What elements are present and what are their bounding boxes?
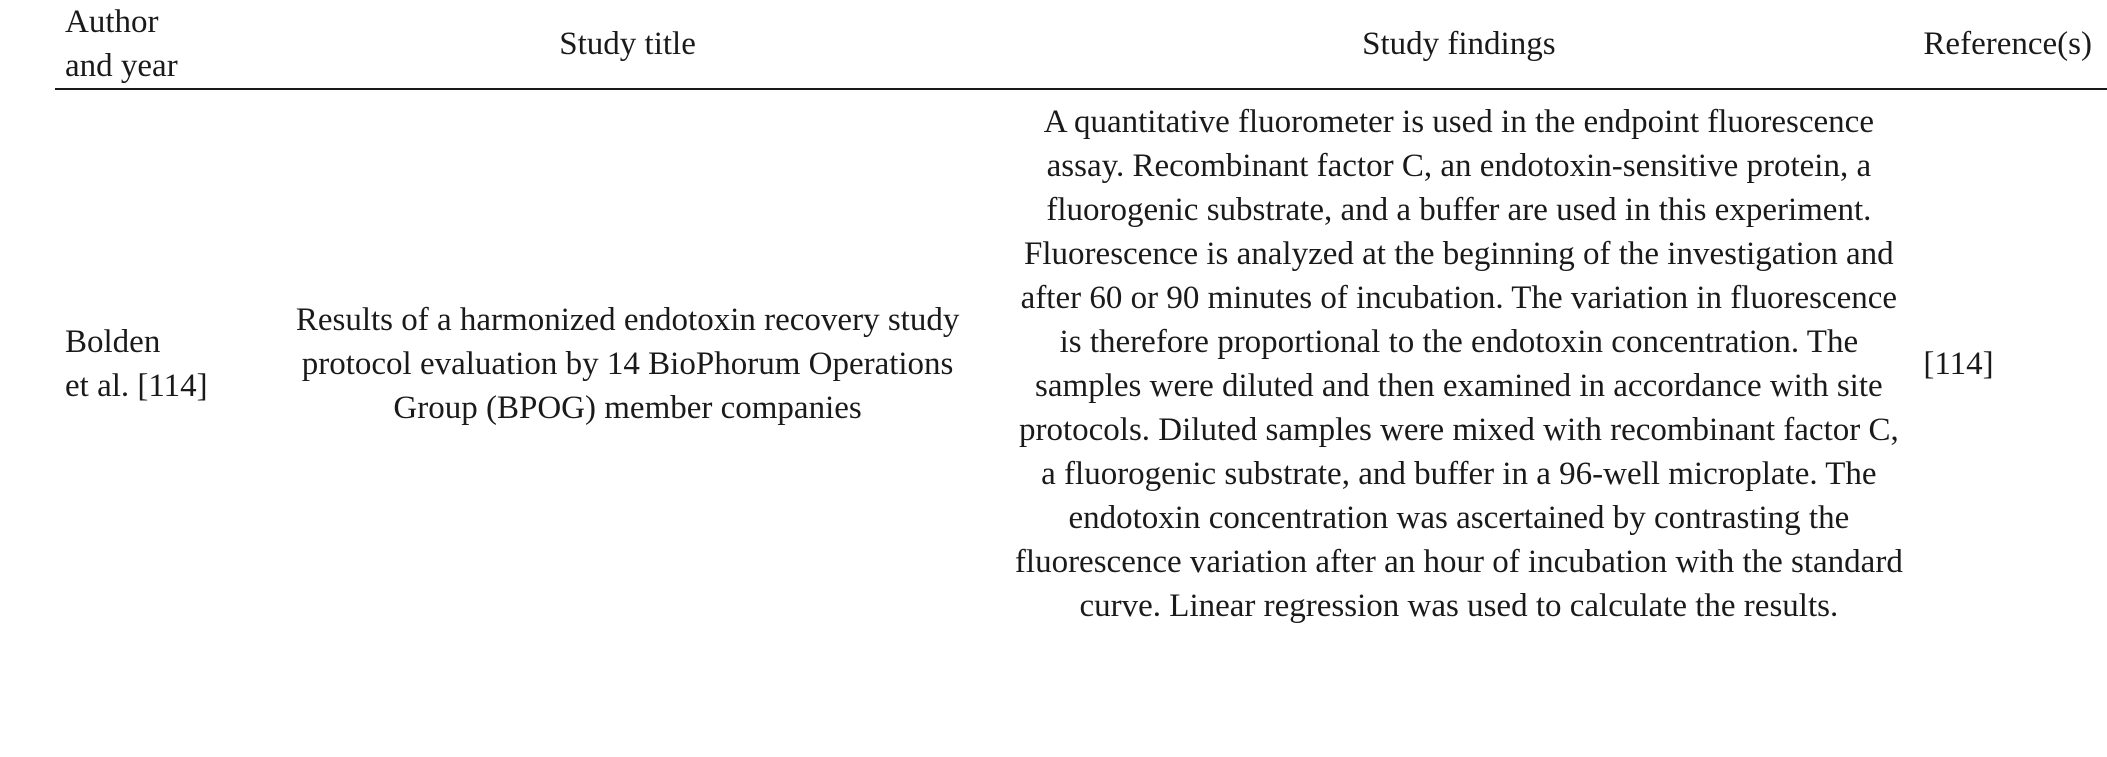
table-row	[55, 89, 2107, 628]
header-references: Reference(s)	[1913, 0, 2107, 89]
table-body	[55, 89, 2107, 628]
header-study-title: Study title	[251, 0, 1004, 89]
study-table	[55, 0, 2107, 628]
cell-study-title: Results of a harmonized endotoxin recovery study protocol evaluation by 14 BioPhorum Operations Group (BPOG) member companies	[295, 302, 960, 426]
cell-reference: [114]	[1923, 346, 1994, 382]
header-author-and-year: Author and year	[55, 0, 251, 89]
cell-study-findings: A quantitative fluorometer is used in the endpoint fluorescence assay. Recombinant factor C, an endotoxin-sensitive protein, a fluorogenic substrate, and a buffer are used in this experiment. Fluorescence is analyzed at the beginning of the investigation and after 60 or 90 minutes of incubation. The variation in fluorescence is therefore proportional to the endotoxin concentration. The samples were diluted and then examined in accordance with site protocols. Diluted samples were mixed with recombinant factor C, a fluorogenic substrate, and buffer in a 96-well microplate. The endotoxin concentration was ascertained by contrasting the fluorescence variation after an hour of incubation with the standard curve. Linear regression was used to calculate the results.	[1014, 104, 1903, 624]
header-study-findings: Study findings	[1004, 0, 1913, 89]
header-row	[55, 0, 2107, 89]
cell-author: Bolden et al. [114]	[65, 324, 208, 404]
table-header	[55, 0, 2107, 89]
